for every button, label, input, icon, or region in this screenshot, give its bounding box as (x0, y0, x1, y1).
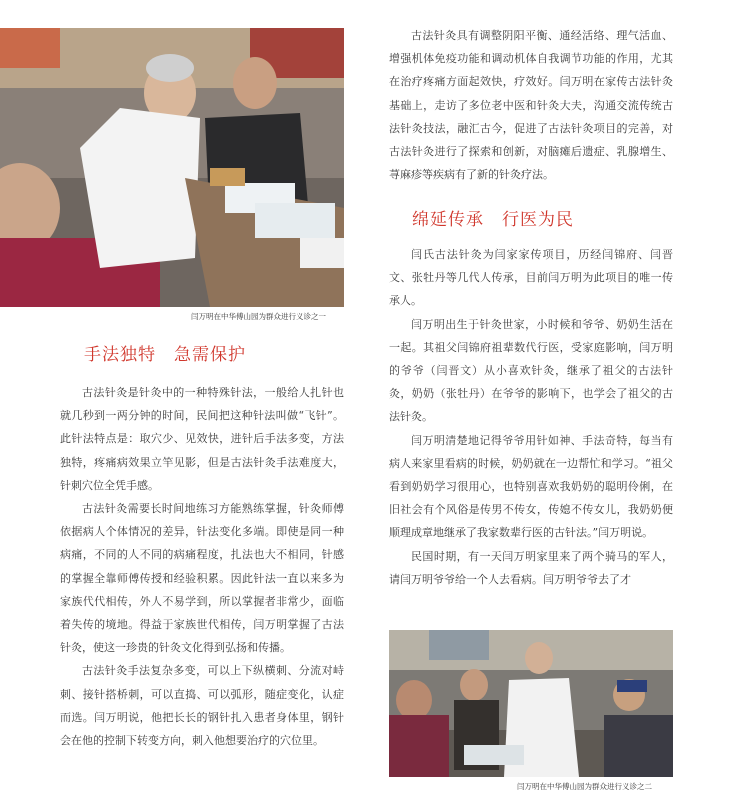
photo-1-caption: 闫万明在中华傅山园为群众进行义诊之一 (191, 312, 326, 321)
clinic-photo-1 (0, 28, 344, 307)
paragraph: 闫氏古法针灸为闫家家传项目，历经闫锦府、闫晋文、张牡丹等几代人传承，目前闫万明为此项目的唯一传承人。 (389, 248, 673, 308)
right-column-top-text (389, 24, 673, 186)
section-heading-2: 绵延传承 行医为民 (412, 210, 574, 230)
paragraph: 古法针灸是针灸中的一种特殊针法，一般给人扎针也就几秒到一两分钟的时间，民间把这种针法叫做“飞针”。此针法特点是：取穴少、见效快，进针后手法多变，方法独特，疼痛病效果立竿见影，但是古法针灸手法难度大，针刺穴位全凭手感。 (60, 386, 344, 492)
right-column-text (389, 243, 673, 591)
photo-2-caption: 闫万明在中华傅山园为群众进行义诊之二 (517, 782, 652, 791)
paragraph: 闫万明出生于针灸世家，小时候和爷爷、奶奶生活在一起。其祖父闫锦府祖辈数代行医，受家庭影响，闫万明的爷爷（闫晋文）从小喜欢针灸，继承了祖父的古法针灸，奶奶（张牡丹）在爷爷的影响下，也学会了祖父的古法针灸。 (389, 317, 673, 424)
paragraph: 闫万明清楚地记得爷爷用针如神、手法奇特，每当有病人来家里看病的时候，奶奶就在一边帮忙和学习。“祖父看到奶奶学习很用心，也特别喜欢我奶奶的聪明伶俐，在旧社会有个风俗是传男不传女，传媳不传女儿，我奶奶便顺理成章地继承了我家数辈行医的古针法。”闫万明说。 (389, 433, 673, 540)
paragraph: 古法针灸具有调整阴阳平衡、通经活络、理气活血、增强机体免疫功能和调动机体自我调节功能的作用，尤其在治疗疼痛方面起效快，疗效好。闫万明在家传古法针灸基础上，走访了多位老中医和针灸大夫，沟通交流传统古法针灸技法，融汇古今，促进了古法针灸项目的完善，对古法针灸进行了探索和创新，对脑瘫后遗症、乳腺增生、荨麻疹等疾病有了新的针灸疗法。 (389, 29, 673, 182)
section-heading-1: 手法独特 急需保护 (84, 345, 246, 365)
clinic-photo-2 (389, 630, 673, 777)
left-column-text (60, 381, 344, 752)
paragraph: 民国时期，有一天闫万明家里来了两个骑马的军人，请闫万明爷爷给一个人去看病。闫万明爷爷去了才 (389, 549, 673, 586)
paragraph: 古法针灸手法复杂多变，可以上下纵横刺、分流对峙刺、接针搭桥刺，可以直捣、可以弧形，随症变化，认症而选。闫万明说，他把长长的钢针扎入患者身体里，钢针会在他的控制下转变方向，刺入他想要治疗的穴位里。 (60, 664, 344, 748)
paragraph: 古法针灸需要长时间地练习方能熟练掌握，针灸师傅依据病人个体情况的差异，针法变化多端。即使是同一种病痛，不同的人不同的病痛程度，扎法也大不相同，针感的掌握全靠师傅传授和经验积累。因此针法一直以来多为家族代代相传，外人不易学到，所以掌握者非常少，面临着失传的境地。得益于家族世代相传，闫万明掌握了古法针灸，使这一珍贵的针灸文化得到弘扬和传播。 (60, 502, 344, 655)
